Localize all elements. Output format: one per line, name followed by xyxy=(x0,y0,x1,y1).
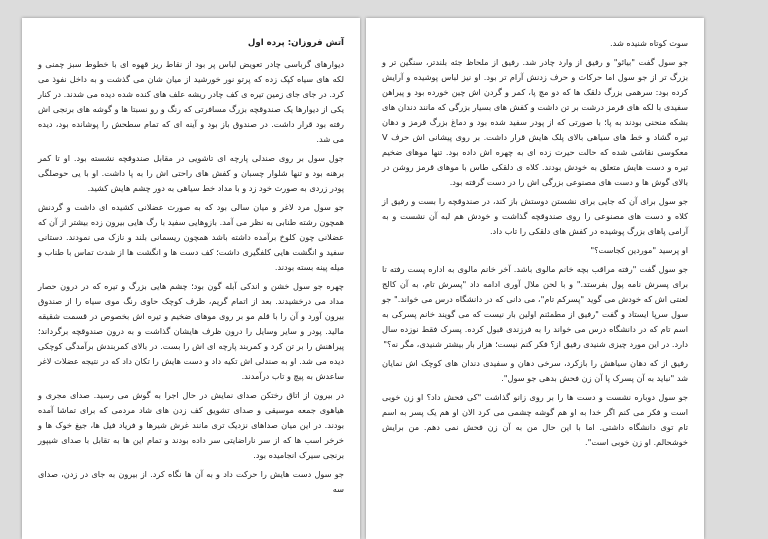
left-page-text xyxy=(38,36,344,497)
paragraph: رفیق از که دهان سیاهش را بازکرد، سرخی دهان و سفیدی دندان های کوچک اش نمایان شد "نباید به آن پسرک پا آن زن فحش بدهی جو سول". xyxy=(382,358,688,383)
paragraph: جو سول دست هایش را حرکت داد و به آن ها نگاه کرد. از بیرون به جای در زدن، صدای سه xyxy=(38,469,344,494)
paragraph: جول سول بر روی صندلی پارچه ای تاشویی در مقابل صندوقچه نشسته بود. او تا کمر برهنه بود و تنها شلوار چسبان و کفش های راحتی اش را به پا داشت. او با یی حوصلگی پودر زردی به صورت خود زد و با مداد خط سیاهی به دور چشم هایش کشید. xyxy=(38,153,344,193)
paragraph: سوت کوتاه شنیده شد. xyxy=(610,38,688,48)
paragraph: جو سول مرد لاغر و میان سالی بود که به صورت عضلانی کشیده ای داشت و گردنش همچون رشته طنابی به نظر می آمد. بازوهایی سفید با رگ هایی بیرون زده بیشتر از آن که عضلانی چون کلوخ برآمده داشته باشد همچون ریسمانی بلند و نازک می نمودند. دستانی سفید و انگشت هایی کلفگیری داشت؛ کف دست ها و انگشت ها از شدت تماس با طناب و میله پینه بسته بودند. xyxy=(38,202,344,272)
paragraph: جو سول گفت "رفته مراقب بچه خانم مالوی باشد. آخر خانم مالوی به اداره پست رفته تا برای پسرش نامه پول بفرستد." و با لحن ملال آوری ادامه داد "پسرش تام، به آن کالج لعنتی اش که خودش می گوید "پسرکم تام"، می دانی که در دانشگاه درس می خواند." جو سول سرپا ایستاد و گفت "رفیق از مطمئنم اولین بار نیست که می گویند خانم پسرکی به اسم تام که در دانشگاه درس می خواند را به فرزندی قبول کرده. پسرک فقط نوزده سال دارد. در این مورد چیزی شنیدی رفیق از؟ فکر کنم نیست؛ هزار بار بیشتر شنیدی، مگر نه؟" xyxy=(382,264,688,349)
page-right xyxy=(366,18,704,539)
right-page-text xyxy=(382,36,688,450)
paragraph: جو سول گفت "بیائو" و رفیق از وارد چادر شد. رفیق از ملحاظ جثه بلندتر، سنگین تر و بزرگ تر از جو سول اما حرکات و حرف زدنش آرام تر بود. او نیز لباس پوشیده و آرایش کرده بود: سرهمی بزرگ دلقک ها که دو مچ پا، کمر و گردن اش چین خورده بود و پیراهن سفیدی با لکه های قرمز درشت بر تن داشت و کفش های بسیار بزرگی که مانند دندان های بشکه منحنی بودند به پا؛ با صورتی که از پودر سفید شده بود و دماغ بزرگ قرمز و دهان تیره گشاد و خط های سیاهی بالای پلک هایش قرار داشت. بر روی پیشانی اش حرف V معکوسی نقاشی شده که حالت حیرت زده ای به چهره اش داده بود. تنها موهای ضخیم تیره و دست هایش متعلق به خودش بودند. کلاه ی دلقکی طاس با موهای قرمز روشن در بالای گوش ها و دست های مصنوعی بزرگی اش را در دست گرفته بود. xyxy=(382,57,688,187)
paragraph: جو سول برای آن که جایی برای نشستن دوستش باز کند، در صندوقچه را بست و رفیق از کلاه و دست های مصنوعی را روی صندوقچه گذاشت و خودش هم لبه آن نشست و به آرامی پاهای بزرگ پوشیده در کفش های دلقکی را تاب داد. xyxy=(382,196,688,236)
paragraph: چهره جو سول خشن و اندکی آبله گون بود؛ چشم هایی بزرگ و تیره که در درون حصار مداد می درخشیدند. بعد از اتمام گریم، ظرف کوچک حاوی رنگ موی سیاه را از صندوق بیرون آورد و آن را با قلم مو بر روی موهای ضخیم و تیره اش بخصوص در قسمت شقیقه مالید. پودر و سایر وسایل را درون ظرف هایشان گذاشت و به درون صندوقچه برگرداند؛ پیراهنش را بر تن کرد و کمربند پارچه ای اش را بست. در بالای کمربندش برآمدگی کوچکی دیده می شد. او به صندلی اش تکیه داد و دست هایش را تکان داد که در نتیجه عضلات لاغر ساعدش به پیچ و تاب درآمدند. xyxy=(38,281,344,381)
paragraph: در بیرون از اتاق رختکن صدای نمایش در حال اجرا به گوش می رسید. صدای مجری و هیاهوی جمعه موسیقی و صدای تشویق کف زدن های شاد مردمی که برای تماشا آمده بودند. در این میان صداهای نزدیک تری مانند غرش شیرها و فریاد فیل ها، جیغ خوک ها و خرخر اسب ها که از سر ناراضایتی سر داده بودند و تمام این ها به تقابل با صدای شیپور برنجی سیرک انجامیده بود. xyxy=(38,390,344,460)
chapter-title: آتش فروزان: پرده اول xyxy=(247,38,344,48)
paragraph: جو سول دوباره نشست و دست ها را بر روی زانو گذاشت "کی فحش داد؟ او زن خوبی است و فکر می کنم اگر خدا به او هم گوشه چشمی می کرد الان او هم یک پسر به اسم تام توی دانشگاه داشتی. اما با این حال من به آن زن فحش نمی دهم. من برایش خوشحالم. او زن خوبی است". xyxy=(382,392,688,447)
paragraph: او پرسید "موردین کجاست؟" xyxy=(590,245,688,255)
paragraph: دیوارهای گرباسی چادر تعویض لباس پر بود از نقاط ریز قهوه ای با خطوط سبز چمنی و لکه های سیاه کپک زده که پرتو نور خورشید از میان شان می گذشت و به داخل نفوذ می کرد. در جای جای زمین تیره ی کف چادر ریشه علف های کنده شده دیده می شدند. در کنار یکی از دیوارها یک صندوقچه بزرگ مسافرتی که رنگ و رو نسبتا ها و گوشه های برنجی اش رفته بود قرار داشت. در صندوق باز بود و آینه ای که تمام سطحش را پوشانده بود، دیده می شد. xyxy=(38,59,344,144)
page-left xyxy=(22,18,360,539)
